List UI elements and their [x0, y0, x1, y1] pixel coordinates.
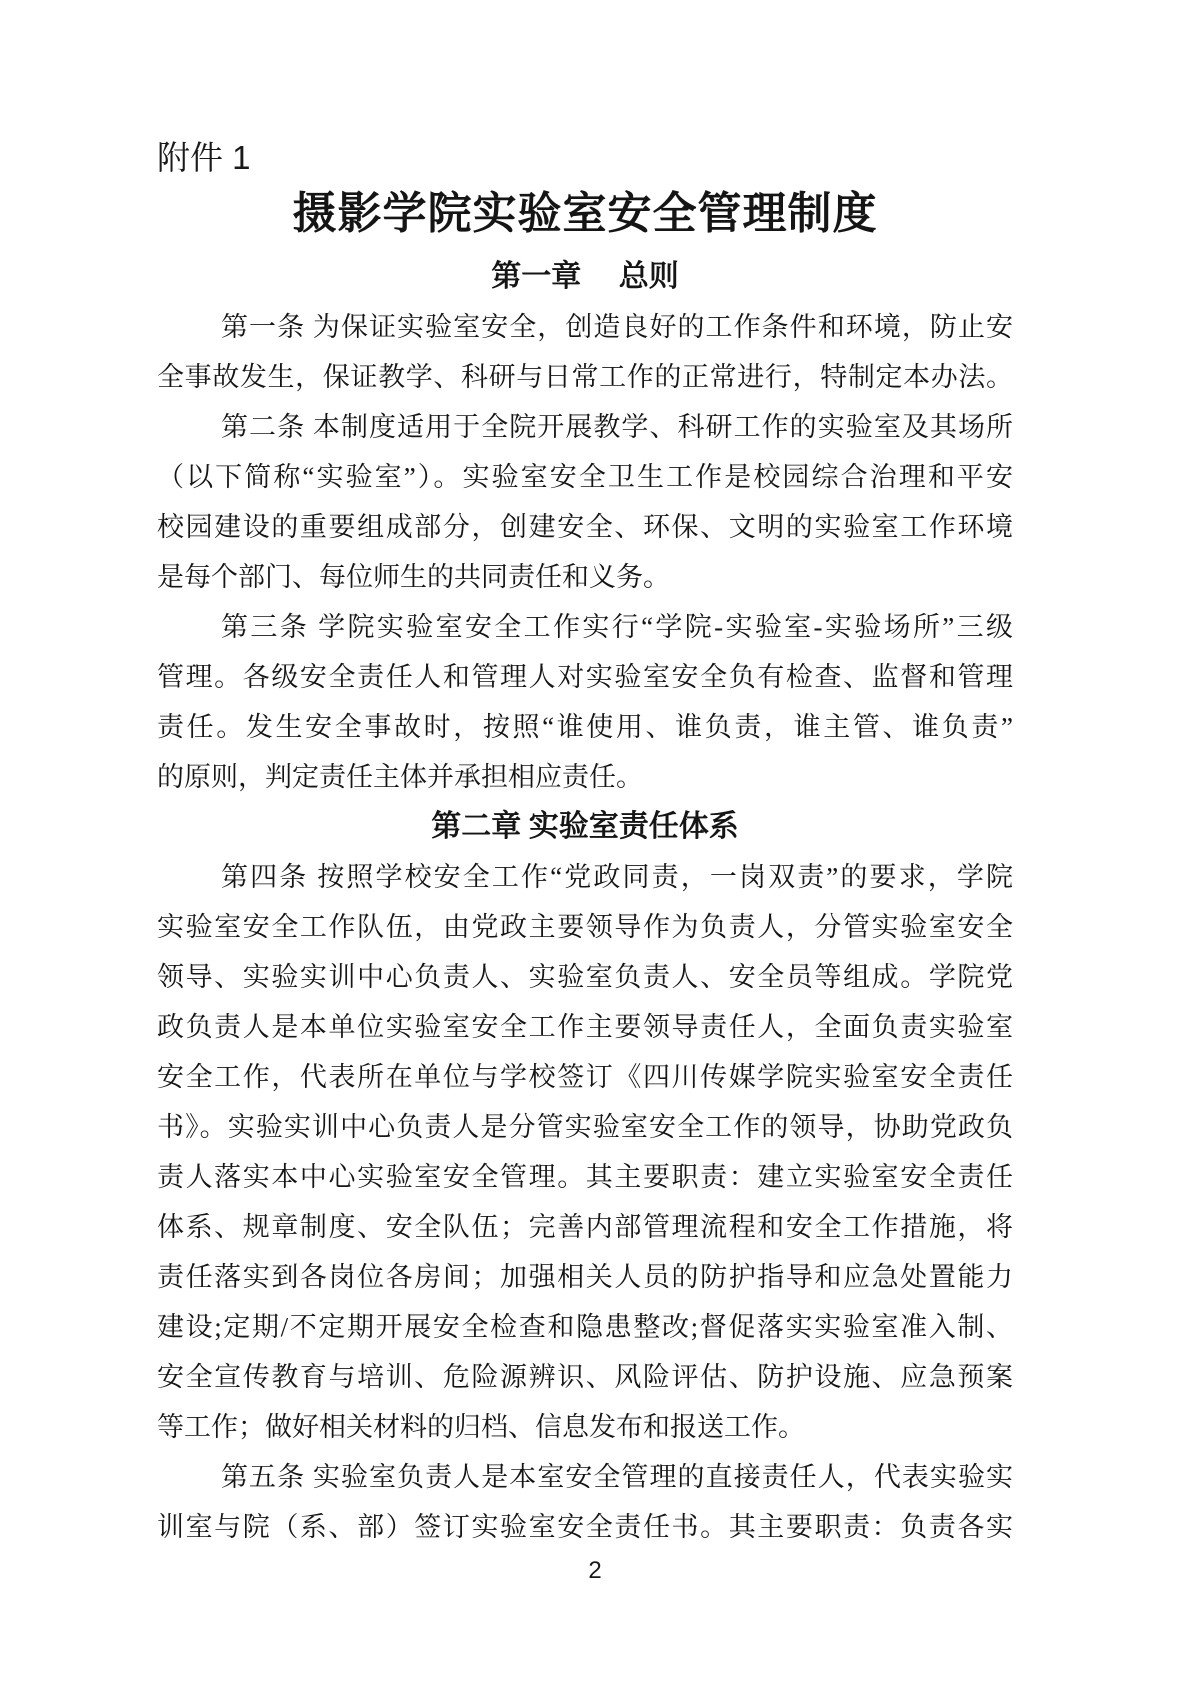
- document-line: 的原则，判定责任主体并承担相应责任。: [157, 762, 643, 792]
- paragraph: [157, 852, 1013, 1452]
- document-line: 建设;定期/不定期开展安全检查和隐患整改;督促落实实验室准入制、: [157, 1312, 1013, 1342]
- document-line: 政负责人是本单位实验室安全工作主要领导责任人，全面负责实验室: [157, 1012, 1013, 1042]
- document-line: 责人落实本中心实验室安全管理。其主要职责：建立实验室安全责任: [157, 1162, 1013, 1192]
- paragraph: [157, 402, 1013, 602]
- document-line: 全事故发生，保证教学、科研与日常工作的正常进行，特制定本办法。: [157, 362, 1013, 392]
- document-line: 责任落实到各岗位各房间；加强相关人员的防护指导和应急处置能力: [157, 1262, 1013, 1292]
- document-body: [157, 252, 1013, 1552]
- document-title: 摄影学院实验室安全管理制度: [292, 189, 878, 238]
- document-line: 责任。发生安全事故时，按照“谁使用、谁负责，谁主管、谁负责”: [157, 712, 1013, 742]
- document-line: 第三条 学院实验室安全工作实行“学院-实验室-实验场所”三级: [221, 612, 1013, 642]
- document-line: 训室与院（系、部）签订实验室安全责任书。其主要职责：负责各实: [157, 1512, 1013, 1542]
- document-content: [0, 136, 1190, 1552]
- document-line: （以下简称“实验室”）。实验室安全卫生工作是校园综合治理和平安: [157, 462, 1013, 492]
- document-line: 实验室安全工作队伍，由党政主要领导作为负责人，分管实验室安全: [157, 912, 1013, 942]
- chapter-heading: 第二章 实验室责任体系: [431, 810, 739, 843]
- document-line: 安全宣传教育与培训、危险源辨识、风险评估、防护设施、应急预案: [157, 1362, 1013, 1392]
- document-line: 领导、实验实训中心负责人、实验室负责人、安全员等组成。学院党: [157, 962, 1013, 992]
- document-line: 校园建设的重要组成部分，创建安全、环保、文明的实验室工作环境: [157, 512, 1013, 542]
- document-line: 体系、规章制度、安全队伍；完善内部管理流程和安全工作措施，将: [157, 1212, 1013, 1242]
- attachment-label: 附件 1: [157, 139, 251, 176]
- paragraph: [157, 1452, 1013, 1552]
- paragraph: [157, 302, 1013, 402]
- document-line: 第四条 按照学校安全工作“党政同责，一岗双责”的要求，学院: [221, 862, 1013, 892]
- document-line: 书》。实验实训中心负责人是分管实验室安全工作的领导，协助党政负: [157, 1112, 1013, 1142]
- paragraph: [157, 602, 1013, 802]
- document-line: 管理。各级安全责任人和管理人对实验室安全负有检查、监督和管理: [157, 662, 1013, 692]
- page-number: 2: [588, 1557, 602, 1584]
- document-line: 等工作；做好相关材料的归档、信息发布和报送工作。: [157, 1412, 805, 1442]
- document-line: 第五条 实验室负责人是本室安全管理的直接责任人，代表实验实: [221, 1462, 1013, 1492]
- document-line: 是每个部门、每位师生的共同责任和义务。: [157, 562, 670, 592]
- document-line: 安全工作，代表所在单位与学校签订《四川传媒学院实验室安全责任: [157, 1062, 1013, 1092]
- chapter-heading: 第一章 总则: [491, 260, 679, 293]
- document-line: 第二条 本制度适用于全院开展教学、科研工作的实验室及其场所: [221, 412, 1013, 442]
- document-line: 第一条 为保证实验室安全，创造良好的工作条件和环境，防止安: [221, 312, 1013, 342]
